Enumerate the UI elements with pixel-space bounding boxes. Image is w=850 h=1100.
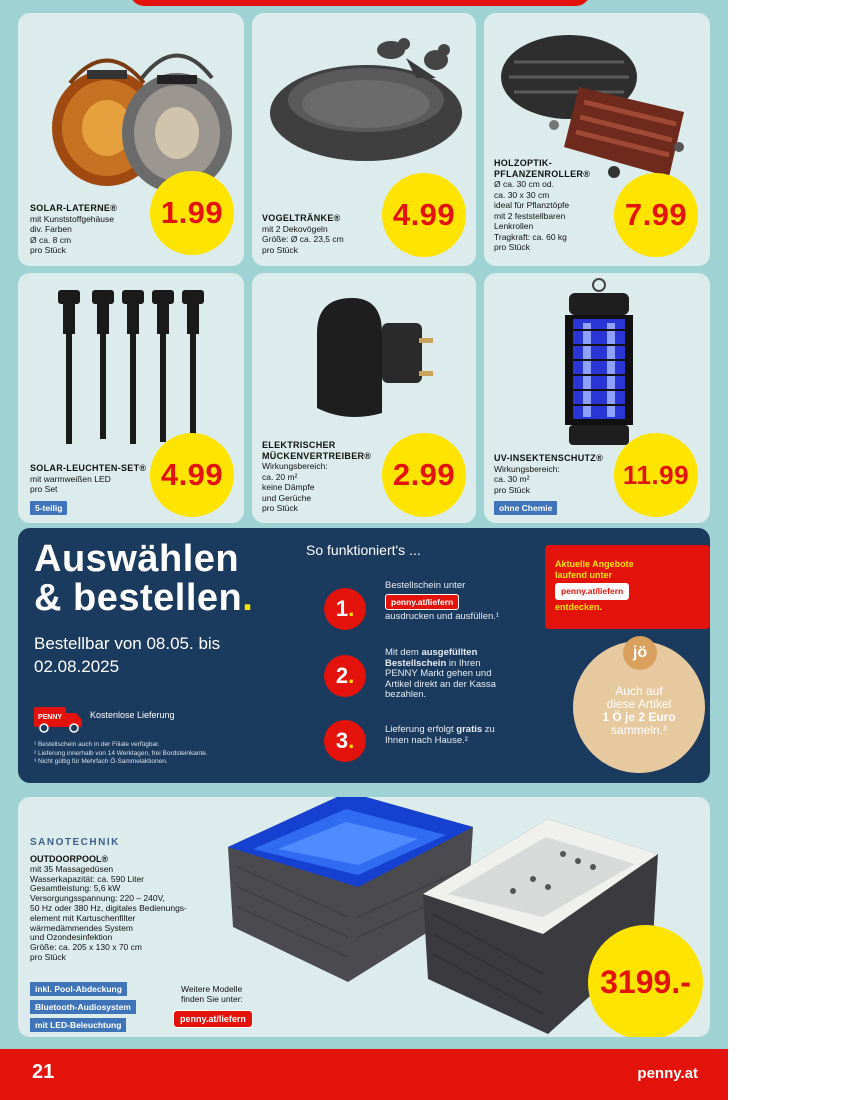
how-title: So funktioniert's ... bbox=[306, 542, 421, 558]
product-line: pro Stück bbox=[262, 503, 298, 513]
product-line: Tragkraft: ca. 60 kg bbox=[494, 231, 567, 242]
step-text-part: Lieferung erfolgt bbox=[385, 724, 457, 735]
top-red-bar bbox=[130, 0, 590, 6]
product-line: mit 2 feststellbaren bbox=[494, 210, 566, 221]
product-card-pflanzenroller[interactable] bbox=[484, 13, 710, 266]
product-line: ca. 30 x 30 cm bbox=[494, 189, 550, 200]
step-number: 1 bbox=[335, 596, 349, 621]
product-line: und Ozondesinfektion bbox=[30, 932, 113, 943]
page-number: 21 bbox=[32, 1061, 55, 1083]
product-line: Wasserkapazität: ca. 590 Liter bbox=[30, 873, 145, 884]
step-dot: . bbox=[348, 728, 355, 753]
product-line: keine Dämpfe bbox=[262, 482, 315, 492]
delivery-truck-icon bbox=[32, 703, 84, 733]
headline-line-2: & bestellen bbox=[34, 577, 243, 619]
jo-logo: jö bbox=[623, 636, 657, 670]
product-line: ideal für Pflanztöpfe bbox=[494, 200, 570, 210]
step-2-badge bbox=[324, 655, 366, 697]
step-number: 2 bbox=[335, 663, 349, 688]
product-line: Größe: Ø ca. 23,5 cm bbox=[262, 234, 344, 244]
product-line: Gesamtleistung: 5,6 kW bbox=[30, 883, 121, 894]
step-text-bold: ausgefüllten Bestellschein bbox=[385, 647, 478, 669]
product-name: ELEKTRISCHER MÜCKENVERTREIBER® bbox=[262, 440, 372, 461]
step-text-line: ausdrucken und ausfüllen.¹ bbox=[385, 611, 500, 622]
product-line: pro Stück bbox=[30, 951, 66, 962]
step-1-text bbox=[385, 581, 505, 623]
more-line: finden Sie unter: bbox=[181, 994, 243, 1004]
step-dot: . bbox=[348, 663, 355, 688]
step-text-part: in Ihren PENNY Markt gehen und Artikel direkt an der Kassa bezahlen. bbox=[385, 657, 496, 700]
product-line: 50 Hz oder 380 Hz, digitales Bedienungs- bbox=[30, 902, 187, 913]
product-name: SOLAR-LATERNE® bbox=[30, 203, 118, 213]
price-badge: 11.99 bbox=[614, 433, 698, 517]
product-desc bbox=[30, 203, 117, 256]
step-text-part: Mit dem bbox=[385, 647, 422, 658]
promo-box bbox=[545, 545, 710, 629]
price-badge: 1.99 bbox=[150, 171, 234, 255]
step-3-badge bbox=[324, 720, 366, 762]
jo-line: Auch auf bbox=[615, 684, 663, 698]
product-line: Versorgungsspannung: 220 – 240V, bbox=[30, 893, 165, 904]
page-margin bbox=[728, 0, 850, 1100]
product-card-mueckenvertreiber[interactable] bbox=[252, 273, 476, 523]
product-line: und Gerüche bbox=[262, 492, 312, 503]
promo-line: laufend unter bbox=[555, 570, 613, 580]
step-number: 3 bbox=[335, 728, 349, 753]
jo-line: 1 Ö je 2 Euro bbox=[602, 710, 676, 724]
product-line: Wirkungsbereich: bbox=[494, 463, 560, 474]
jo-line: sammeln.³ bbox=[610, 723, 667, 737]
product-name: VOGELTRÄNKE® bbox=[262, 213, 341, 223]
solar-lights-image bbox=[48, 287, 218, 457]
feature-tag: mit LED-Beleuchtung bbox=[30, 1018, 126, 1032]
product-line: pro Stück bbox=[30, 245, 66, 255]
product-line: Ø ca. 30 cm od. bbox=[494, 179, 554, 189]
product-line: pro Stück bbox=[494, 484, 530, 495]
product-card-solar-laterne[interactable] bbox=[18, 13, 244, 266]
product-card-solar-leuchten[interactable] bbox=[18, 273, 244, 523]
order-section bbox=[18, 528, 710, 783]
product-line: ca. 20 m² bbox=[262, 471, 298, 482]
product-card-vogeltraenke[interactable] bbox=[252, 13, 476, 266]
product-card-uv-insektenschutz[interactable] bbox=[484, 273, 710, 523]
feature-tag: 5-teilig bbox=[30, 501, 67, 515]
product-desc bbox=[494, 453, 603, 495]
pool-desc bbox=[30, 855, 220, 963]
step-1-badge bbox=[324, 588, 366, 630]
product-desc bbox=[30, 463, 146, 495]
price-badge: 4.99 bbox=[150, 433, 234, 517]
product-line: wärmedämmendes System bbox=[30, 922, 133, 933]
step-dot: . bbox=[348, 596, 355, 621]
headline-line-1: Auswählen bbox=[34, 538, 240, 580]
product-name: UV-INSEKTENSCHUTZ® bbox=[494, 453, 604, 463]
product-desc bbox=[262, 213, 344, 255]
promo-line: Aktuelle Angebote bbox=[555, 559, 634, 569]
product-name: HOLZOPTIK-PFLANZENROLLER® bbox=[494, 158, 591, 179]
product-line: pro Set bbox=[30, 484, 58, 494]
product-line: mit Kunststoffgehäuse bbox=[30, 213, 114, 224]
truck-logo-text: PENNY bbox=[37, 714, 63, 721]
liefern-link[interactable]: penny.at/liefern bbox=[385, 594, 459, 611]
step-3-text bbox=[385, 725, 505, 746]
product-line: Wirkungsbereich: bbox=[262, 461, 328, 471]
more-line: Weitere Modelle bbox=[181, 984, 243, 994]
promo-link[interactable]: penny.at/liefern bbox=[555, 583, 629, 600]
step-text-line: Bestellschein unter bbox=[385, 580, 466, 591]
price-badge: 2.99 bbox=[382, 433, 466, 517]
product-line: pro Stück bbox=[262, 244, 298, 255]
footnote: ² Lieferung innerhalb von 14 Werktagen, frei Bordsteinkante. bbox=[34, 749, 208, 757]
product-line: mit warmweißen LED bbox=[30, 473, 111, 484]
headline-dot: . bbox=[242, 577, 254, 619]
step-text-bold: gratis bbox=[456, 724, 483, 735]
product-line: div. Farben bbox=[30, 224, 72, 234]
product-line: Größe: ca. 205 x 130 x 70 cm bbox=[30, 942, 142, 953]
more-models-text bbox=[181, 984, 243, 1004]
product-desc bbox=[494, 158, 591, 253]
mosquito-repeller-image bbox=[307, 293, 437, 423]
step-2-text bbox=[385, 648, 505, 701]
product-line: pro Stück bbox=[494, 242, 530, 252]
footnote: ³ Nicht gültig für Mehrfach Ö-Sammelaktionen. bbox=[34, 758, 168, 765]
uv-insect-trap-image bbox=[559, 275, 639, 450]
product-line: Lenkrollen bbox=[494, 221, 534, 231]
product-line: mit 35 Massagedüsen bbox=[30, 863, 114, 874]
product-line: element mit Kartuschenfilter bbox=[30, 912, 136, 923]
price-badge: 7.99 bbox=[614, 173, 698, 257]
footnotes bbox=[34, 741, 208, 767]
product-name: OUTDOORPOOL® bbox=[30, 854, 109, 864]
product-line: ca. 30 m² bbox=[494, 474, 530, 484]
product-name: SOLAR-LEUCHTEN-SET® bbox=[30, 463, 147, 473]
order-period: Bestellbar von 08.05. bis 02.08.2025 bbox=[34, 634, 221, 676]
price-badge: 3199.- bbox=[588, 925, 703, 1037]
footer-site-link[interactable]: penny.at bbox=[637, 1065, 698, 1082]
feature-tag: ohne Chemie bbox=[494, 501, 557, 515]
footer-bar bbox=[0, 1049, 728, 1100]
delivery-text: Kostenlose Lieferung bbox=[90, 710, 175, 720]
jo-text bbox=[583, 685, 695, 737]
promo-line: entdecken. bbox=[555, 602, 603, 612]
brand-logo: SANOTECHNIK bbox=[30, 837, 120, 848]
jo-bonus-badge bbox=[573, 641, 705, 773]
more-models-link[interactable]: penny.at/liefern bbox=[173, 1010, 253, 1028]
feature-tag: Bluetooth-Audiosystem bbox=[30, 1000, 136, 1014]
footnote: ¹ Bestellschein auch in der Filiale verfügbar. bbox=[34, 741, 160, 748]
jo-line: diese Artikel bbox=[606, 697, 672, 711]
feature-tag: inkl. Pool-Abdeckung bbox=[30, 982, 127, 996]
product-card-outdoorpool[interactable] bbox=[18, 797, 710, 1037]
product-line: Ø ca. 8 cm bbox=[30, 234, 72, 245]
order-headline bbox=[34, 540, 253, 618]
product-line: mit 2 Dekovögeln bbox=[262, 223, 328, 234]
step-text-part: zu Ihnen nach Hause.² bbox=[385, 724, 495, 746]
bird-bath-image bbox=[266, 38, 466, 178]
price-badge: 4.99 bbox=[382, 173, 466, 257]
product-desc bbox=[262, 440, 372, 514]
